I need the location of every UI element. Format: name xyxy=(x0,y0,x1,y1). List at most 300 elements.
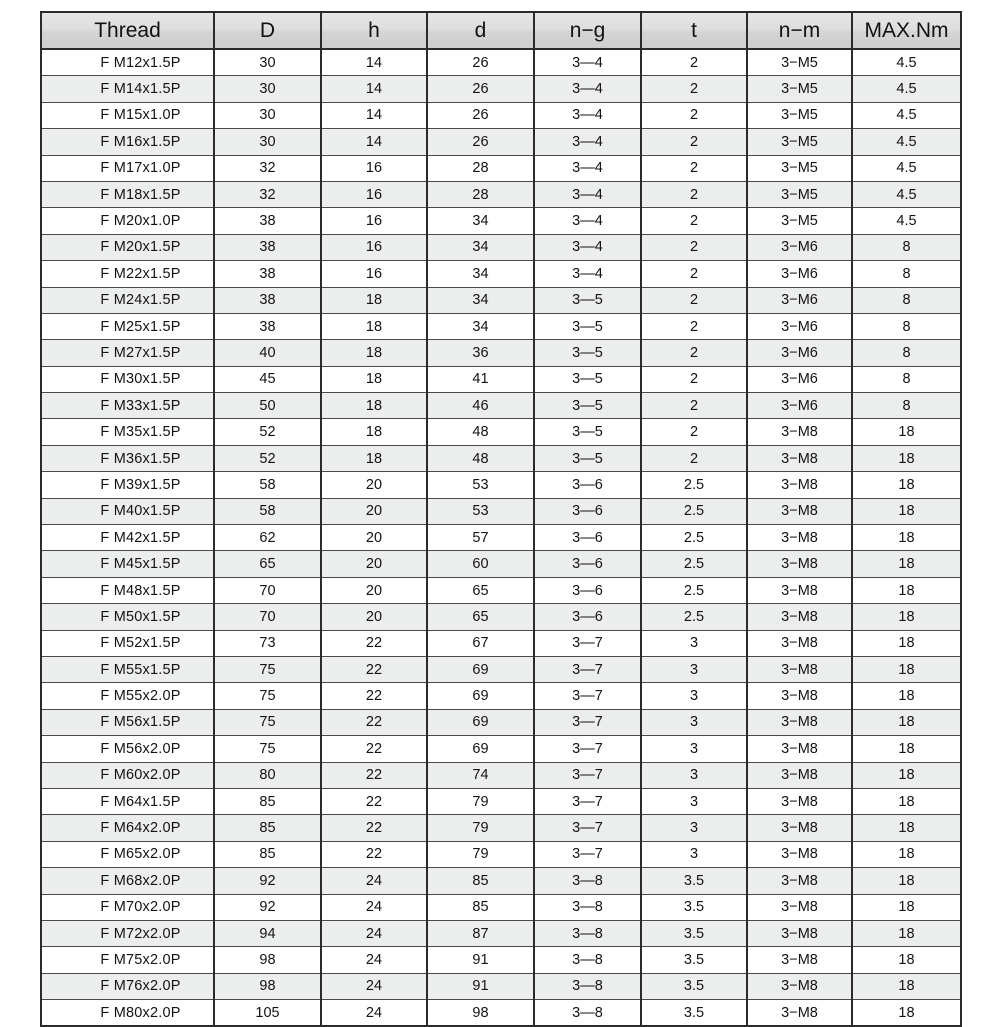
cell-t: 2.5 xyxy=(641,604,747,630)
cell-ng: 3—7 xyxy=(534,815,641,841)
cell-ng: 3—7 xyxy=(534,762,641,788)
cell-thread: F M22x1.5P xyxy=(41,261,214,287)
cell-max: 18 xyxy=(852,656,961,682)
cell-max: 4.5 xyxy=(852,129,961,155)
cell-nm: 3−M6 xyxy=(747,287,852,313)
cell-D: 98 xyxy=(214,973,321,999)
cell-D: 65 xyxy=(214,551,321,577)
cell-D: 38 xyxy=(214,313,321,339)
cell-nm: 3−M8 xyxy=(747,604,852,630)
cell-ng: 3—8 xyxy=(534,1000,641,1027)
cell-nm: 3−M6 xyxy=(747,313,852,339)
cell-D: 32 xyxy=(214,181,321,207)
cell-h: 24 xyxy=(321,1000,427,1027)
cell-t: 2 xyxy=(641,155,747,181)
cell-thread: F M36x1.5P xyxy=(41,445,214,471)
cell-h: 14 xyxy=(321,76,427,102)
cell-h: 22 xyxy=(321,762,427,788)
cell-ng: 3—8 xyxy=(534,894,641,920)
cell-h: 20 xyxy=(321,498,427,524)
cell-nm: 3−M8 xyxy=(747,472,852,498)
cell-nm: 3−M8 xyxy=(747,709,852,735)
cell-d: 48 xyxy=(427,445,534,471)
table-row xyxy=(41,604,961,630)
cell-h: 20 xyxy=(321,472,427,498)
cell-thread: F M70x2.0P xyxy=(41,894,214,920)
cell-t: 3 xyxy=(641,656,747,682)
table-row xyxy=(41,393,961,419)
cell-thread: F M42x1.5P xyxy=(41,525,214,551)
table-row xyxy=(41,49,961,76)
cell-h: 22 xyxy=(321,683,427,709)
cell-D: 40 xyxy=(214,340,321,366)
cell-ng: 3—4 xyxy=(534,76,641,102)
cell-max: 18 xyxy=(852,472,961,498)
cell-ng: 3—6 xyxy=(534,498,641,524)
column-header-t: t xyxy=(641,12,747,49)
cell-ng: 3—6 xyxy=(534,551,641,577)
table-row xyxy=(41,102,961,128)
cell-nm: 3−M8 xyxy=(747,973,852,999)
cell-t: 2 xyxy=(641,261,747,287)
cell-t: 3 xyxy=(641,762,747,788)
cell-D: 30 xyxy=(214,49,321,76)
cell-h: 16 xyxy=(321,181,427,207)
cell-nm: 3−M8 xyxy=(747,1000,852,1027)
cell-ng: 3—6 xyxy=(534,525,641,551)
cell-ng: 3—7 xyxy=(534,656,641,682)
cell-thread: F M33x1.5P xyxy=(41,393,214,419)
cell-nm: 3−M5 xyxy=(747,76,852,102)
cell-t: 2 xyxy=(641,340,747,366)
cell-t: 2 xyxy=(641,102,747,128)
cell-t: 2 xyxy=(641,49,747,76)
cell-nm: 3−M8 xyxy=(747,762,852,788)
cell-d: 28 xyxy=(427,181,534,207)
table-row xyxy=(41,709,961,735)
cell-thread: F M68x2.0P xyxy=(41,868,214,894)
table-row xyxy=(41,551,961,577)
cell-ng: 3—4 xyxy=(534,261,641,287)
cell-h: 22 xyxy=(321,630,427,656)
cell-d: 69 xyxy=(427,736,534,762)
table-row xyxy=(41,208,961,234)
cell-thread: F M64x2.0P xyxy=(41,815,214,841)
cell-nm: 3−M6 xyxy=(747,234,852,260)
cell-max: 8 xyxy=(852,366,961,392)
cell-d: 34 xyxy=(427,261,534,287)
cell-thread: F M60x2.0P xyxy=(41,762,214,788)
column-header-max-nm: MAX.Nm xyxy=(852,12,961,49)
cell-t: 2.5 xyxy=(641,498,747,524)
cell-t: 3 xyxy=(641,630,747,656)
cell-ng: 3—8 xyxy=(534,973,641,999)
table-header xyxy=(41,12,961,49)
cell-ng: 3—8 xyxy=(534,868,641,894)
cell-D: 38 xyxy=(214,208,321,234)
cell-h: 20 xyxy=(321,525,427,551)
cell-D: 75 xyxy=(214,709,321,735)
cell-D: 75 xyxy=(214,736,321,762)
table-body xyxy=(41,49,961,1026)
cell-thread: F M45x1.5P xyxy=(41,551,214,577)
cell-thread: F M65x2.0P xyxy=(41,841,214,867)
cell-nm: 3−M8 xyxy=(747,868,852,894)
cell-D: 52 xyxy=(214,445,321,471)
cell-h: 16 xyxy=(321,155,427,181)
cell-d: 34 xyxy=(427,287,534,313)
table-row xyxy=(41,419,961,445)
cell-h: 20 xyxy=(321,551,427,577)
cell-ng: 3—7 xyxy=(534,630,641,656)
cell-ng: 3—7 xyxy=(534,709,641,735)
cell-ng: 3—4 xyxy=(534,155,641,181)
column-header-h: h xyxy=(321,12,427,49)
cell-nm: 3−M8 xyxy=(747,630,852,656)
cell-h: 18 xyxy=(321,366,427,392)
table-row xyxy=(41,868,961,894)
cell-h: 24 xyxy=(321,920,427,946)
cell-d: 79 xyxy=(427,815,534,841)
cell-thread: F M20x1.5P xyxy=(41,234,214,260)
column-header-thread: Thread xyxy=(41,12,214,49)
cell-D: 85 xyxy=(214,788,321,814)
cell-t: 3.5 xyxy=(641,1000,747,1027)
cell-max: 18 xyxy=(852,709,961,735)
cell-t: 2 xyxy=(641,445,747,471)
header-row xyxy=(41,12,961,49)
cell-d: 57 xyxy=(427,525,534,551)
table-row xyxy=(41,525,961,551)
cell-t: 3.5 xyxy=(641,920,747,946)
cell-d: 26 xyxy=(427,49,534,76)
cell-max: 18 xyxy=(852,815,961,841)
cell-nm: 3−M8 xyxy=(747,841,852,867)
table-row xyxy=(41,841,961,867)
cell-thread: F M14x1.5P xyxy=(41,76,214,102)
cell-max: 8 xyxy=(852,261,961,287)
cell-ng: 3—5 xyxy=(534,393,641,419)
cell-t: 2 xyxy=(641,366,747,392)
cell-d: 36 xyxy=(427,340,534,366)
cell-thread: F M48x1.5P xyxy=(41,577,214,603)
cell-D: 32 xyxy=(214,155,321,181)
cell-t: 2 xyxy=(641,419,747,445)
column-header-n-m: n−m xyxy=(747,12,852,49)
cell-d: 60 xyxy=(427,551,534,577)
cell-thread: F M76x2.0P xyxy=(41,973,214,999)
cell-nm: 3−M8 xyxy=(747,577,852,603)
table-row xyxy=(41,736,961,762)
cell-t: 3 xyxy=(641,788,747,814)
table-row xyxy=(41,261,961,287)
cell-ng: 3—4 xyxy=(534,181,641,207)
cell-D: 70 xyxy=(214,577,321,603)
cell-nm: 3−M5 xyxy=(747,181,852,207)
cell-ng: 3—7 xyxy=(534,683,641,709)
cell-d: 85 xyxy=(427,894,534,920)
cell-t: 2 xyxy=(641,181,747,207)
cell-t: 2 xyxy=(641,129,747,155)
cell-d: 79 xyxy=(427,788,534,814)
cell-max: 18 xyxy=(852,841,961,867)
cell-nm: 3−M6 xyxy=(747,340,852,366)
table-row xyxy=(41,234,961,260)
column-header-n-g: n−g xyxy=(534,12,641,49)
cell-ng: 3—7 xyxy=(534,788,641,814)
cell-h: 14 xyxy=(321,129,427,155)
cell-d: 46 xyxy=(427,393,534,419)
table-row xyxy=(41,340,961,366)
cell-max: 18 xyxy=(852,630,961,656)
cell-thread: F M20x1.0P xyxy=(41,208,214,234)
cell-D: 80 xyxy=(214,762,321,788)
table-row xyxy=(41,920,961,946)
cell-d: 87 xyxy=(427,920,534,946)
table-row xyxy=(41,788,961,814)
cell-d: 34 xyxy=(427,313,534,339)
cell-h: 20 xyxy=(321,577,427,603)
table-row xyxy=(41,445,961,471)
cell-d: 53 xyxy=(427,498,534,524)
cell-ng: 3—5 xyxy=(534,340,641,366)
table-row xyxy=(41,894,961,920)
cell-ng: 3—5 xyxy=(534,419,641,445)
cell-h: 16 xyxy=(321,234,427,260)
cell-nm: 3−M8 xyxy=(747,551,852,577)
cell-thread: F M52x1.5P xyxy=(41,630,214,656)
cell-d: 85 xyxy=(427,868,534,894)
cell-ng: 3—4 xyxy=(534,234,641,260)
cell-max: 18 xyxy=(852,736,961,762)
cell-ng: 3—7 xyxy=(534,841,641,867)
cell-max: 4.5 xyxy=(852,208,961,234)
cell-max: 8 xyxy=(852,340,961,366)
cell-t: 2.5 xyxy=(641,525,747,551)
cell-D: 92 xyxy=(214,894,321,920)
cell-thread: F M55x1.5P xyxy=(41,656,214,682)
cell-t: 3 xyxy=(641,815,747,841)
cell-thread: F M17x1.0P xyxy=(41,155,214,181)
cell-d: 41 xyxy=(427,366,534,392)
cell-nm: 3−M8 xyxy=(747,947,852,973)
cell-h: 22 xyxy=(321,788,427,814)
cell-h: 18 xyxy=(321,445,427,471)
cell-d: 98 xyxy=(427,1000,534,1027)
cell-ng: 3—4 xyxy=(534,208,641,234)
cell-ng: 3—7 xyxy=(534,736,641,762)
table-row xyxy=(41,815,961,841)
cell-t: 2.5 xyxy=(641,472,747,498)
cell-max: 4.5 xyxy=(852,76,961,102)
cell-t: 2.5 xyxy=(641,551,747,577)
cell-d: 91 xyxy=(427,947,534,973)
cell-ng: 3—6 xyxy=(534,472,641,498)
cell-t: 3 xyxy=(641,709,747,735)
cell-D: 92 xyxy=(214,868,321,894)
cell-max: 4.5 xyxy=(852,102,961,128)
cell-h: 18 xyxy=(321,313,427,339)
cell-nm: 3−M8 xyxy=(747,419,852,445)
cell-d: 79 xyxy=(427,841,534,867)
cell-nm: 3−M8 xyxy=(747,894,852,920)
cell-h: 16 xyxy=(321,261,427,287)
cell-thread: F M75x2.0P xyxy=(41,947,214,973)
cell-D: 98 xyxy=(214,947,321,973)
table-row xyxy=(41,630,961,656)
cell-t: 3.5 xyxy=(641,973,747,999)
cell-d: 26 xyxy=(427,76,534,102)
cell-ng: 3—5 xyxy=(534,445,641,471)
cell-max: 8 xyxy=(852,313,961,339)
cell-thread: F M39x1.5P xyxy=(41,472,214,498)
cell-t: 3 xyxy=(641,683,747,709)
cell-thread: F M16x1.5P xyxy=(41,129,214,155)
cell-d: 26 xyxy=(427,102,534,128)
cell-d: 69 xyxy=(427,656,534,682)
cell-t: 2.5 xyxy=(641,577,747,603)
cell-D: 58 xyxy=(214,472,321,498)
cell-d: 69 xyxy=(427,683,534,709)
cell-nm: 3−M6 xyxy=(747,366,852,392)
cell-D: 30 xyxy=(214,76,321,102)
cell-thread: F M27x1.5P xyxy=(41,340,214,366)
cell-thread: F M24x1.5P xyxy=(41,287,214,313)
cell-thread: F M12x1.5P xyxy=(41,49,214,76)
table-row xyxy=(41,973,961,999)
cell-ng: 3—6 xyxy=(534,604,641,630)
cell-h: 22 xyxy=(321,841,427,867)
cell-nm: 3−M8 xyxy=(747,736,852,762)
cell-d: 67 xyxy=(427,630,534,656)
table-row xyxy=(41,577,961,603)
cell-h: 24 xyxy=(321,973,427,999)
cell-D: 45 xyxy=(214,366,321,392)
cell-d: 53 xyxy=(427,472,534,498)
cell-thread: F M50x1.5P xyxy=(41,604,214,630)
cell-h: 22 xyxy=(321,736,427,762)
cell-max: 18 xyxy=(852,894,961,920)
table-row xyxy=(41,947,961,973)
cell-h: 14 xyxy=(321,102,427,128)
cell-thread: F M18x1.5P xyxy=(41,181,214,207)
cell-h: 20 xyxy=(321,604,427,630)
cell-thread: F M72x2.0P xyxy=(41,920,214,946)
cell-d: 74 xyxy=(427,762,534,788)
column-header-d-major: D xyxy=(214,12,321,49)
cell-ng: 3—5 xyxy=(534,313,641,339)
cell-max: 18 xyxy=(852,419,961,445)
cell-d: 91 xyxy=(427,973,534,999)
cell-d: 34 xyxy=(427,234,534,260)
cell-max: 18 xyxy=(852,1000,961,1027)
cell-max: 18 xyxy=(852,973,961,999)
cell-max: 18 xyxy=(852,868,961,894)
cell-thread: F M55x2.0P xyxy=(41,683,214,709)
cell-t: 2 xyxy=(641,76,747,102)
table-row xyxy=(41,472,961,498)
cell-h: 22 xyxy=(321,656,427,682)
table-row xyxy=(41,762,961,788)
cell-nm: 3−M8 xyxy=(747,498,852,524)
cell-t: 3.5 xyxy=(641,868,747,894)
cell-ng: 3—5 xyxy=(534,366,641,392)
cell-d: 34 xyxy=(427,208,534,234)
cell-max: 18 xyxy=(852,683,961,709)
cell-nm: 3−M5 xyxy=(747,49,852,76)
cell-nm: 3−M6 xyxy=(747,261,852,287)
cell-h: 22 xyxy=(321,815,427,841)
cell-ng: 3—6 xyxy=(534,577,641,603)
cell-t: 2 xyxy=(641,287,747,313)
cell-D: 52 xyxy=(214,419,321,445)
cell-d: 65 xyxy=(427,604,534,630)
cell-t: 3 xyxy=(641,841,747,867)
cell-D: 62 xyxy=(214,525,321,551)
cell-nm: 3−M5 xyxy=(747,155,852,181)
cell-max: 18 xyxy=(852,498,961,524)
cell-max: 4.5 xyxy=(852,49,961,76)
column-header-d-minor: d xyxy=(427,12,534,49)
table-row xyxy=(41,313,961,339)
cell-max: 18 xyxy=(852,525,961,551)
cell-ng: 3—8 xyxy=(534,947,641,973)
cell-h: 22 xyxy=(321,709,427,735)
table-row xyxy=(41,1000,961,1027)
table-row xyxy=(41,129,961,155)
cell-ng: 3—4 xyxy=(534,129,641,155)
cell-h: 18 xyxy=(321,393,427,419)
cell-nm: 3−M8 xyxy=(747,656,852,682)
cell-t: 3.5 xyxy=(641,894,747,920)
cell-nm: 3−M5 xyxy=(747,208,852,234)
cell-max: 18 xyxy=(852,947,961,973)
cell-D: 70 xyxy=(214,604,321,630)
table-row xyxy=(41,683,961,709)
table-row xyxy=(41,366,961,392)
cell-t: 3 xyxy=(641,736,747,762)
table-row xyxy=(41,76,961,102)
cell-nm: 3−M5 xyxy=(747,102,852,128)
cell-thread: F M35x1.5P xyxy=(41,419,214,445)
thread-specification-table xyxy=(40,11,962,1027)
cell-ng: 3—4 xyxy=(534,102,641,128)
cell-d: 65 xyxy=(427,577,534,603)
cell-max: 18 xyxy=(852,577,961,603)
cell-thread: F M56x1.5P xyxy=(41,709,214,735)
table-row xyxy=(41,181,961,207)
table-row xyxy=(41,656,961,682)
cell-D: 50 xyxy=(214,393,321,419)
cell-thread: F M56x2.0P xyxy=(41,736,214,762)
cell-h: 14 xyxy=(321,49,427,76)
cell-thread: F M40x1.5P xyxy=(41,498,214,524)
cell-thread: F M25x1.5P xyxy=(41,313,214,339)
cell-D: 85 xyxy=(214,815,321,841)
cell-h: 24 xyxy=(321,947,427,973)
cell-d: 48 xyxy=(427,419,534,445)
cell-max: 18 xyxy=(852,604,961,630)
cell-nm: 3−M6 xyxy=(747,393,852,419)
cell-h: 24 xyxy=(321,868,427,894)
cell-d: 28 xyxy=(427,155,534,181)
cell-h: 18 xyxy=(321,287,427,313)
cell-ng: 3—8 xyxy=(534,920,641,946)
cell-nm: 3−M5 xyxy=(747,129,852,155)
cell-D: 30 xyxy=(214,129,321,155)
cell-thread: F M64x1.5P xyxy=(41,788,214,814)
cell-nm: 3−M8 xyxy=(747,788,852,814)
